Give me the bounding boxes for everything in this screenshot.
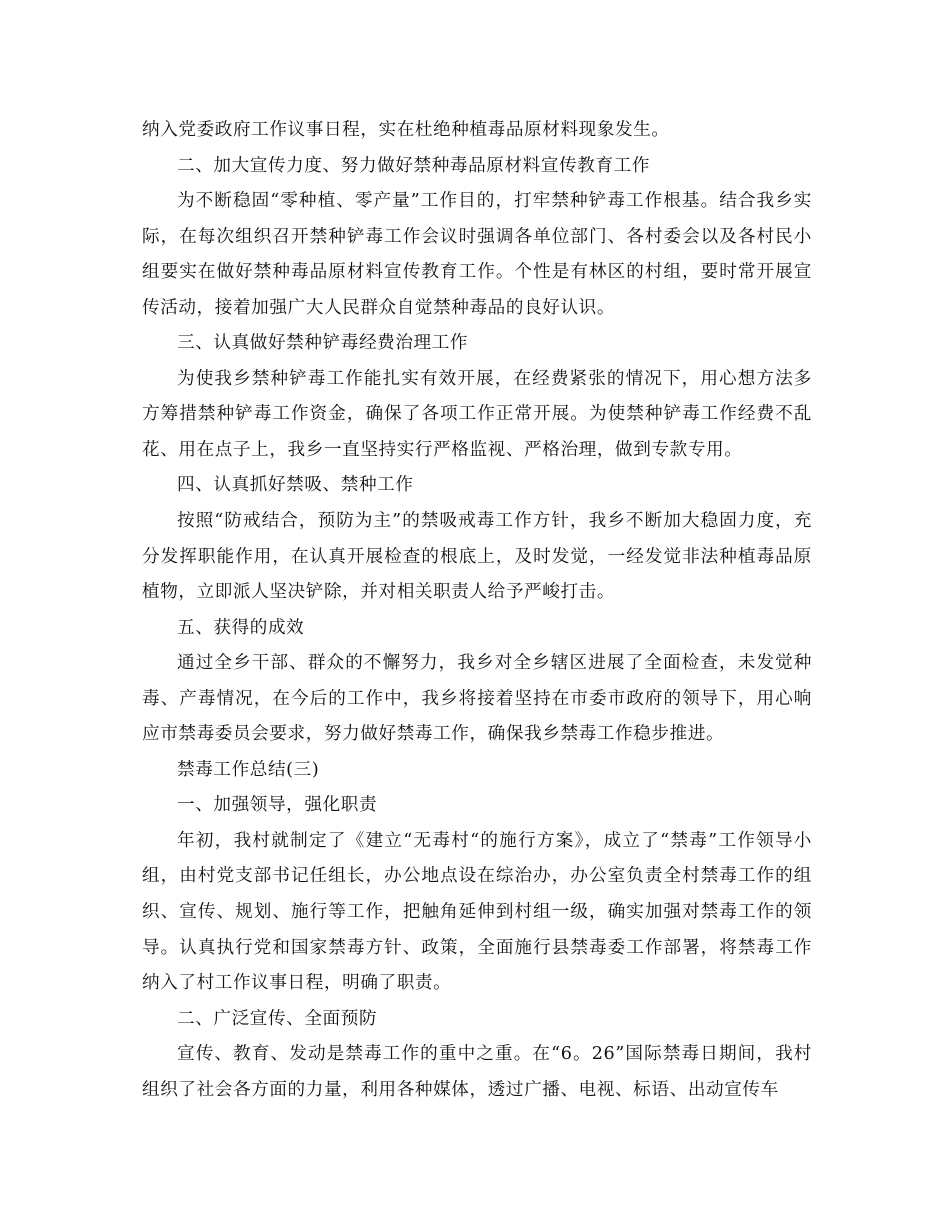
section-heading: 二、广泛宣传、全面预防 (177, 1008, 378, 1029)
body-paragraph: 年初，我村就制定了《建立“无毒村“的施行方案》，成立了“禁毒”工作领导小组，由村党支部书记任组长，办公地点设在综治办，办公室负责全村禁毒工作的组织、宣传、规划、施行等工作，把触角延伸到村组一级，确实加强对禁毒工作的领导。认真执行党和国家禁毒方针、政策，全面施行县禁毒委工作部署，将禁毒工作纳入了村工作议事日程，明确了职责。 (142, 830, 812, 994)
document-body (142, 113, 812, 1108)
body-paragraph: 宣传、教育、发动是禁毒工作的重中之重。在“6。26”国际禁毒日期间，我村组织了社会各方面的力量，利用各种媒体，透过广播、电视、标语、出动宣传车 (142, 1044, 812, 1100)
section-heading: 二、加大宣传力度、努力做好禁种毒品原材料宣传教育工作 (177, 155, 651, 176)
body-paragraph: 为使我乡禁种铲毒工作能扎实有效开展，在经费紧张的情况下，用心想方法多方筹措禁种铲毒工作资金，确保了各项工作正常开展。为使禁种铲毒工作经费不乱花、用在点子上，我乡一直坚持实行严格监视、严格治理，做到专款专用。 (142, 368, 812, 460)
body-paragraph: 通过全乡干部、群众的不懈努力，我乡对全乡辖区进展了全面检查，未发觉种毒、产毒情况，在今后的工作中，我乡将接着坚持在市委市政府的领导下，用心响应市禁毒委员会要求，努力做好禁毒工作，确保我乡禁毒工作稳步推进。 (142, 653, 812, 745)
section-heading: 一、加强领导，强化职责 (177, 795, 378, 816)
section-heading: 三、认真做好禁种铲毒经费治理工作 (177, 333, 469, 354)
body-paragraph: 按照“防戒结合，预防为主”的禁吸戒毒工作方针，我乡不断加大稳固力度，充分发挥职能作用，在认真开展检查的根底上，及时发觉，一经发觉非法种植毒品原植物，立即派人坚决铲除，并对相关职责人给予严峻打击。 (142, 511, 812, 603)
section-heading: 五、获得的成效 (177, 617, 305, 638)
document-section-title: 禁毒工作总结(三) (177, 759, 320, 780)
section-heading: 四、认真抓好禁吸、禁种工作 (177, 475, 414, 496)
paragraph-continuation: 纳入党委政府工作议事日程，实在杜绝种植毒品原材料现象发生。 (142, 120, 670, 140)
body-paragraph: 为不断稳固“零种植、零产量”工作目的，打牢禁种铲毒工作根基。结合我乡实际，在每次组织召开禁种铲毒工作会议时强调各单位部门、各村委会以及各村民小组要实在做好禁种毒品原材料宣传教育工作。个性是有林区的村组，要时常开展宣传活动，接着加强广大人民群众自觉禁种毒品的良好认识。 (142, 191, 812, 318)
